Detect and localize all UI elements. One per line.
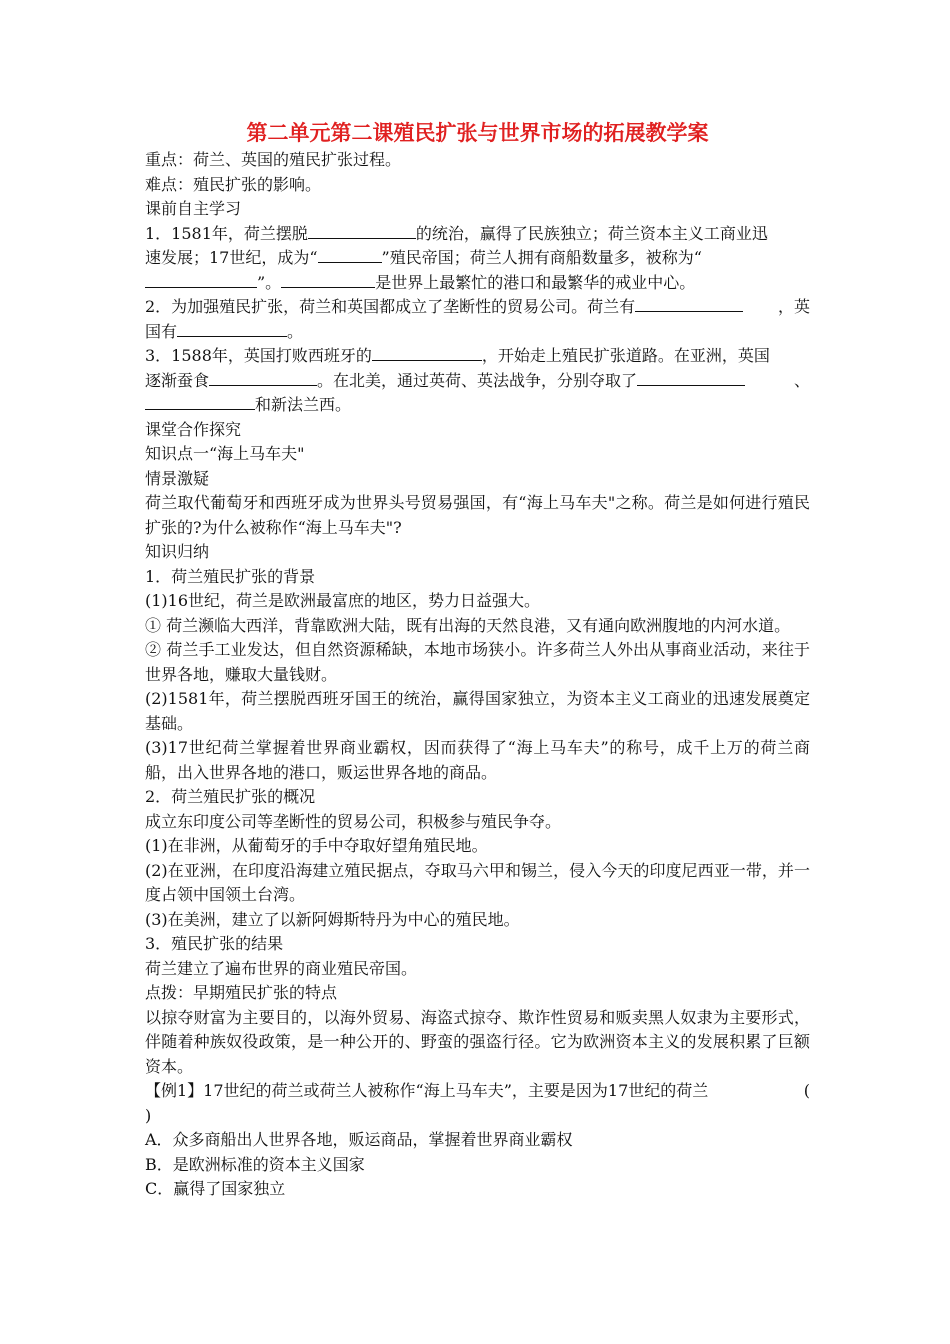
section-2-intro: 成立东印度公司等垄断性的贸易公司，积极参与殖民争夺。: [145, 811, 562, 831]
answer-blank[interactable]: [372, 344, 482, 361]
option-b: B．是欧洲标准的资本主义国家: [145, 1154, 365, 1174]
knowledge-point-1-heading: 知识点一“海上马车夫": [145, 444, 305, 463]
answer-blank[interactable]: [177, 320, 287, 337]
self-study-heading: 课前自主学习: [145, 199, 242, 218]
section-2-item-1: (1)在非洲，从葡萄牙的手中夺取好望角殖民地。: [145, 836, 488, 855]
example-1: [145, 1079, 810, 1128]
answer-blank[interactable]: [635, 295, 743, 312]
tip-heading: 点拨：早期殖民扩张的特点: [145, 983, 338, 1002]
document-title: 第二单元第二课殖民扩张与世界市场的拓展教学案: [246, 120, 709, 145]
key-point: 重点：荷兰、英国的殖民扩张过程。: [145, 150, 402, 169]
difficulty: 难点：殖民扩张的影响。: [145, 174, 322, 194]
answer-blank[interactable]: [209, 369, 317, 386]
scenario-heading: 情景激疑: [145, 468, 210, 488]
answer-paren-close: ): [145, 1105, 152, 1125]
option-a: A．众多商船出人世界各地，贩运商品，掌握着世界商业霸权: [145, 1130, 573, 1149]
section-3-heading: 3．殖民扩张的结果: [145, 934, 284, 953]
question-3: 3．1588年，英国打败西班牙的 ，开始走上殖民扩张道路。在亚洲，英国 逐渐蚕食 。在北美，通过英荷、英法战争，分别夺取了 、 和新法兰西。: [145, 346, 810, 414]
section-1-item-3: (3)17世纪荷兰掌握着世界商业霸权，因而获得了“海上马车夫”的称号，成千上万的荷兰商船，出入世界各地的港口，贩运世界各地的商品。: [145, 738, 810, 782]
coop-heading: 课堂合作探究: [145, 419, 242, 439]
answer-blank[interactable]: [145, 271, 257, 288]
section-2-heading: 2．荷兰殖民扩张的概况: [145, 787, 316, 806]
section-2-item-2: (2)在亚洲，在印度沿海建立殖民据点，夺取马六甲和锡兰，侵入今天的印度尼西亚一带，并一度占领中国领土台湾。: [145, 860, 810, 904]
section-1-item-1a: ① 荷兰濒临大西洋，背靠欧洲大陆，既有出海的天然良港，又有通向欧洲腹地的内河水道。: [145, 615, 791, 635]
answer-blank[interactable]: [308, 222, 416, 239]
section-2-item-3: (3)在美洲，建立了以新阿姆斯特丹为中心的殖民地。: [145, 909, 520, 929]
example-1-stem: 【例1】17世纪的荷兰或荷兰人被称作“海上马车夫”，主要是因为17世纪的荷兰: [145, 1081, 709, 1100]
section-1-item-1: (1)16世纪，荷兰是欧洲最富庶的地区，势力日益强大。: [145, 591, 541, 610]
answer-paren-open: (: [803, 1081, 810, 1100]
question-1: 1．1581年，荷兰摆脱 的统治，赢得了民族独立；荷兰资本主义工商业迅 速发展；17世纪，成为“ ”殖民帝国；荷兰人拥有商船数量多，被称为“ ”。 是世界上最繁忙的港口和最繁华的戒业中心。: [145, 223, 768, 292]
section-1-heading: 1．荷兰殖民扩张的背景: [145, 566, 316, 586]
answer-blank[interactable]: [318, 246, 382, 263]
tip-text: 以掠夺财富为主要目的，以海外贸易、海盗式掠夺、欺诈性贸易和贩卖黑人奴隶为主要形式，伴随着种族奴役政策，是一种公开的、野蛮的强盗行径。它为欧洲资本主义的发展积累了巨额资本。: [145, 1007, 810, 1076]
answer-blank[interactable]: [145, 393, 255, 410]
option-c: C．赢得了国家独立: [145, 1179, 286, 1198]
answer-blank[interactable]: [637, 369, 745, 386]
answer-blank[interactable]: [281, 271, 375, 288]
scenario-text: 荷兰取代葡萄牙和西班牙成为世界头号贸易强国，有“海上马车夫"之称。荷兰是如何进行殖民扩张的?为什么被称作“海上马车夫"?: [145, 493, 810, 537]
section-3-text: 荷兰建立了遍布世界的商业殖民帝国。: [145, 958, 418, 978]
section-1-item-1b: ② 荷兰手工业发达，但自然资源稀缺，本地市场狭小。许多荷兰人外出从事商业活动，来往于世界各地，赚取大量钱财。: [145, 640, 810, 684]
document-page: [145, 118, 810, 1202]
summary-heading: 知识归纳: [145, 542, 210, 561]
section-1-item-2: (2)1581年，荷兰摆脱西班牙国王的统治，赢得国家独立，为资本主义工商业的迅速发展奠定基础。: [145, 689, 810, 733]
question-2: 2．为加强殖民扩张，荷兰和英国都成立了垄断性的贸易公司。荷兰有 ，英 国有 。: [145, 297, 810, 341]
